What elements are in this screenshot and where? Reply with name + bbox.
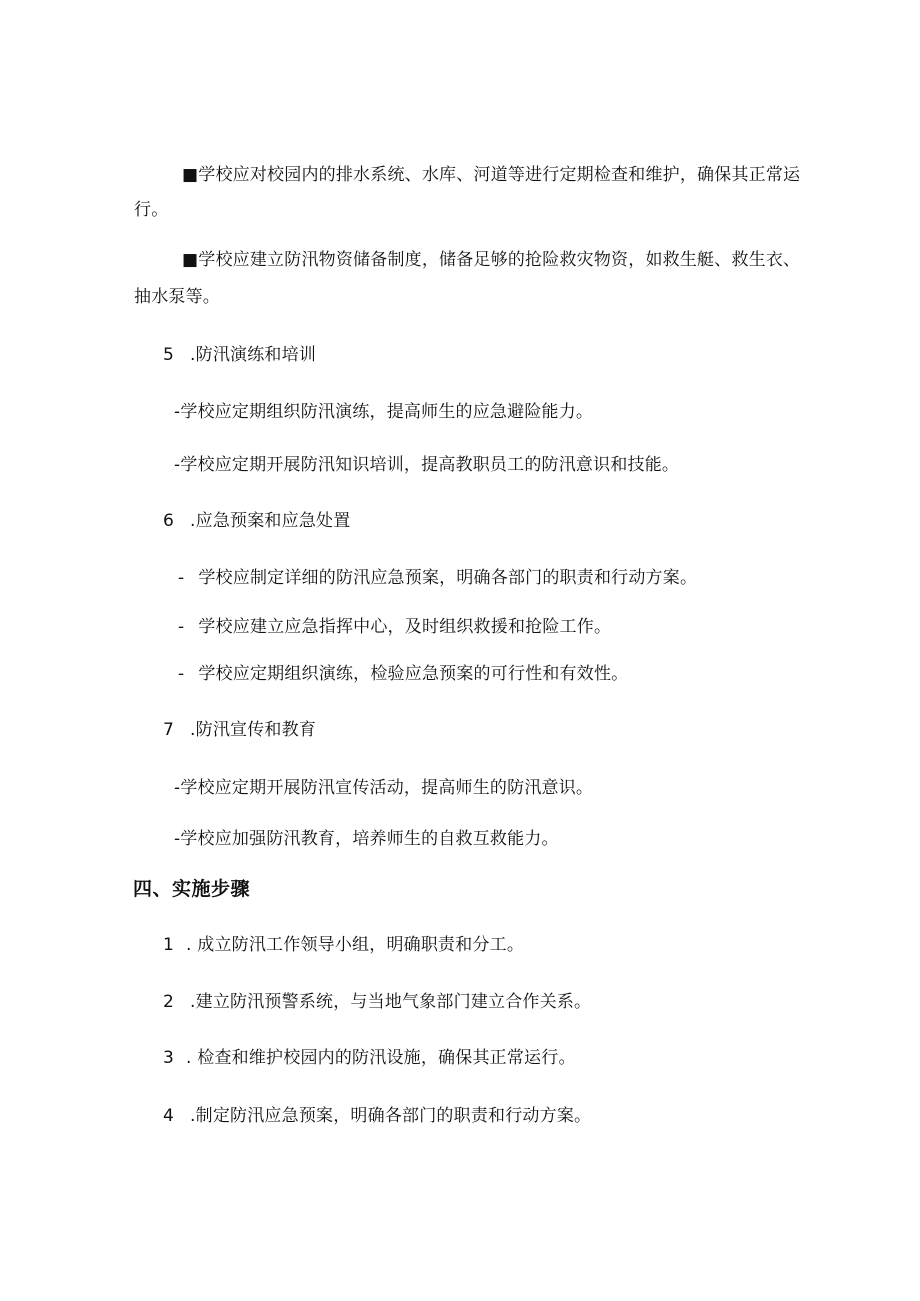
step-item-1	[163, 934, 524, 956]
step-text: . 成立防汛工作领导小组，明确职责和分工。	[186, 935, 525, 955]
step-number: 1	[163, 935, 175, 955]
emergency-item-text: 学校应建立应急指挥中心，及时组织救援和抢险工作。	[198, 617, 612, 637]
step-item-4	[163, 1105, 591, 1127]
drill-item-1: -学校应定期组织防汛演练，提高师生的应急避险能力。	[174, 402, 594, 422]
education-item-2: -学校应加强防汛教育，培养师生的自救互救能力。	[174, 829, 559, 849]
step-item-3	[163, 1047, 576, 1069]
list-dash: -	[178, 568, 185, 588]
section-title: .防汛演练和培训	[190, 345, 317, 365]
section-number: 6	[163, 511, 175, 531]
step-text: .制定防汛应急预案，明确各部门的职责和行动方案。	[190, 1106, 592, 1126]
list-dash: -	[178, 664, 185, 684]
education-item-1: -学校应定期开展防汛宣传活动，提高师生的防汛意识。	[174, 778, 594, 798]
section-number: 5	[163, 345, 175, 365]
emergency-item-text: 学校应定期组织演练，检验应急预案的可行性和有效性。	[198, 664, 629, 684]
section-number: 7	[163, 720, 175, 740]
step-text: . 检查和维护校园内的防汛设施，确保其正常运行。	[186, 1048, 576, 1068]
emergency-item-3	[178, 663, 628, 685]
facility-item-1-line-2: 行。	[134, 200, 169, 220]
facility-item-2-line-2: 抽水泵等。	[134, 287, 220, 307]
steps-heading: 四、实施步骤	[133, 878, 251, 900]
step-text: .建立防汛预警系统，与当地气象部门建立合作关系。	[190, 992, 592, 1012]
drill-item-2: -学校应定期开展防汛知识培训，提高教职员工的防汛意识和技能。	[174, 455, 680, 475]
emergency-item-2	[178, 616, 611, 638]
emergency-item-text: 学校应制定详细的防汛应急预案，明确各部门的职责和行动方案。	[198, 568, 698, 588]
section-title: .应急预案和应急处置	[190, 511, 351, 531]
section-7-heading	[163, 719, 316, 741]
emergency-item-1	[178, 567, 697, 589]
facility-item-1-line-1: ■学校应对校园内的排水系统、水库、河道等进行定期检查和维护，确保其正常运	[182, 165, 801, 185]
step-item-2	[163, 991, 591, 1013]
step-number: 4	[163, 1106, 175, 1126]
section-5-heading	[163, 344, 316, 366]
step-number: 2	[163, 992, 175, 1012]
section-6-heading	[163, 510, 350, 532]
section-title: .防汛宣传和教育	[190, 720, 317, 740]
step-number: 3	[163, 1048, 175, 1068]
list-dash: -	[178, 617, 185, 637]
facility-item-2-line-1: ■学校应建立防汛物资储备制度，储备足够的抢险救灾物资，如救生艇、救生衣、	[182, 250, 801, 270]
